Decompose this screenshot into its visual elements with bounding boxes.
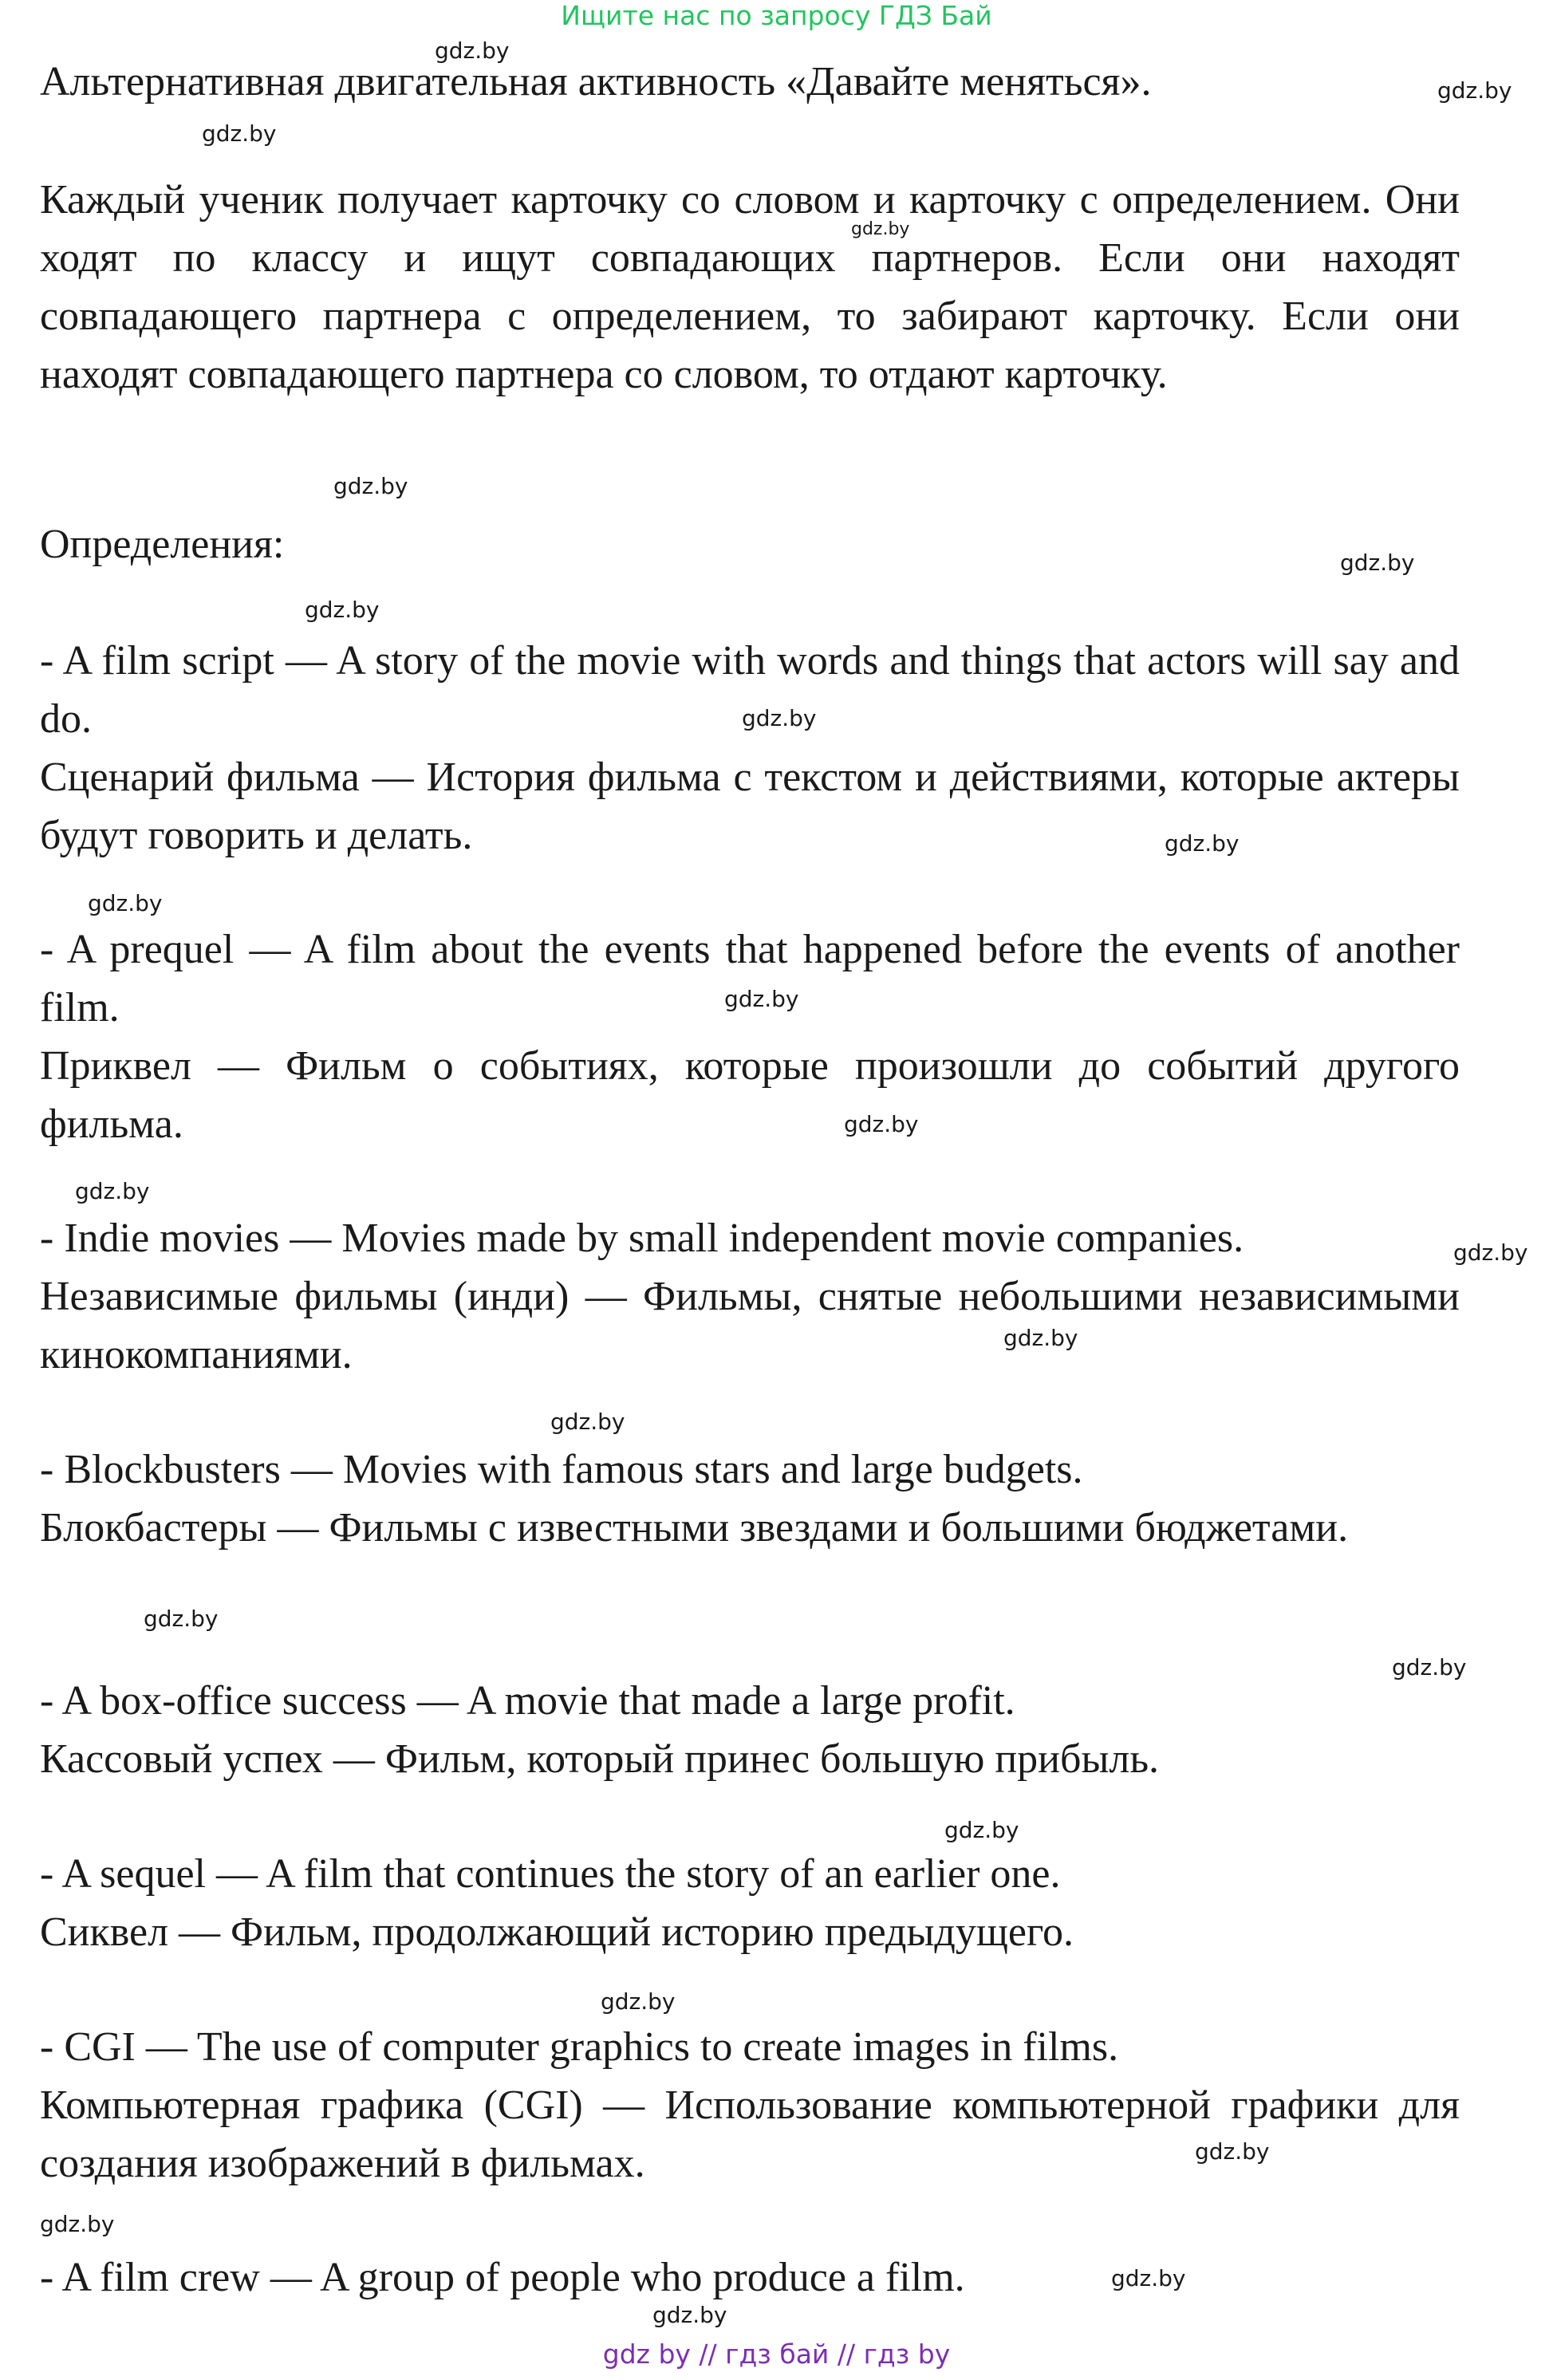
entry-russian: Кассовый успех — Фильм, который принес большую прибыль. bbox=[40, 1736, 1160, 1782]
entry-english: - A box-office success — A movie that made a large profit. bbox=[40, 1678, 1015, 1724]
watermark: gdz.by bbox=[550, 1409, 625, 1435]
entry-english: - Indie movies — Movies made by small independent movie companies. bbox=[40, 1216, 1244, 1261]
watermark: gdz.by bbox=[1340, 550, 1415, 576]
top-banner: Ищите нас по запросу ГДЗ Бай bbox=[561, 0, 992, 31]
watermark: gdz.by bbox=[202, 120, 277, 147]
entry-english: - A film script — A story of the movie with words and things that actors will say and do. bbox=[40, 638, 1460, 742]
watermark: gdz.by bbox=[88, 890, 163, 916]
watermark: gdz.by bbox=[1392, 1654, 1467, 1681]
entry-russian: Сценарий фильма — История фильма с текстом и действиями, которые актеры будут говорить и делать. bbox=[40, 755, 1460, 858]
entry-sequel bbox=[40, 1845, 1460, 1961]
watermark: gdz.by bbox=[1195, 2138, 1270, 2165]
entry-film-crew bbox=[40, 2248, 1460, 2307]
entry-russian: Компьютерная графика (CGI) — Использование компьютерной графики для создания изображений в фильмах. bbox=[40, 2082, 1460, 2186]
entry-russian: Сиквел — Фильм, продолжающий историю предыдущего. bbox=[40, 1909, 1074, 1955]
entry-russian: Блокбастеры — Фильмы с известными звездами и большими бюджетами. bbox=[40, 1505, 1349, 1551]
entry-film-script bbox=[40, 632, 1460, 865]
entry-prequel bbox=[40, 920, 1460, 1153]
watermark: gdz.by bbox=[1111, 2265, 1186, 2291]
watermark: gdz.by bbox=[1437, 77, 1512, 104]
watermark: gdz.by bbox=[435, 37, 510, 64]
entry-box-office-success bbox=[40, 1672, 1460, 1788]
watermark: gdz.by bbox=[851, 219, 910, 239]
watermark: gdz.by bbox=[944, 1817, 1019, 1843]
watermark: gdz.by bbox=[1003, 1325, 1078, 1351]
watermark: gdz.by bbox=[652, 2302, 727, 2328]
watermark: gdz.by bbox=[601, 1988, 676, 2015]
entry-russian: Независимые фильмы (инди) — Фильмы, снятые небольшими независимыми кинокомпаниями. bbox=[40, 1274, 1460, 1377]
definitions-heading: Определения: bbox=[40, 522, 285, 567]
entry-blockbusters bbox=[40, 1440, 1460, 1557]
footer-links: gdz by // гдз бай // гдз by bbox=[602, 2339, 951, 2370]
entry-english: - A sequel — A film that continues the story of an earlier one. bbox=[40, 1851, 1061, 1897]
watermark: gdz.by bbox=[75, 1178, 150, 1204]
watermark: gdz.by bbox=[742, 705, 817, 731]
watermark: gdz.by bbox=[724, 986, 799, 1012]
watermark: gdz.by bbox=[305, 597, 380, 623]
watermark: gdz.by bbox=[1165, 830, 1240, 857]
activity-title: Альтернативная двигательная активность «Давайте меняться». bbox=[40, 59, 1152, 104]
entry-english: - A film crew — A group of people who produce a film. bbox=[40, 2255, 965, 2300]
watermark: gdz.by bbox=[1453, 1239, 1528, 1266]
watermark: gdz.by bbox=[844, 1111, 919, 1137]
watermark: gdz.by bbox=[333, 473, 408, 499]
watermark: gdz.by bbox=[40, 2211, 115, 2237]
entry-russian: Приквел — Фильм о событиях, которые произошли до событий другого фильма. bbox=[40, 1043, 1460, 1147]
entry-indie-movies bbox=[40, 1209, 1460, 1384]
entry-cgi bbox=[40, 2018, 1460, 2193]
entry-english: - CGI — The use of computer graphics to create images in films. bbox=[40, 2024, 1119, 2070]
watermark: gdz.by bbox=[144, 1606, 219, 1632]
entry-english: - Blockbusters — Movies with famous stars and large budgets. bbox=[40, 1447, 1083, 1492]
entry-english: - A prequel — A film about the events that happened before the events of another film. bbox=[40, 927, 1460, 1030]
intro-paragraph: Каждый ученик получает карточку со словом и карточку с определением. Они ходят по классу и ищут совпадающих партнеров. Если они находят совпадающего партнера с определением, то забирают карточку. Если они находят совпадающего партнера со словом, то отдают карточку. bbox=[40, 177, 1460, 397]
